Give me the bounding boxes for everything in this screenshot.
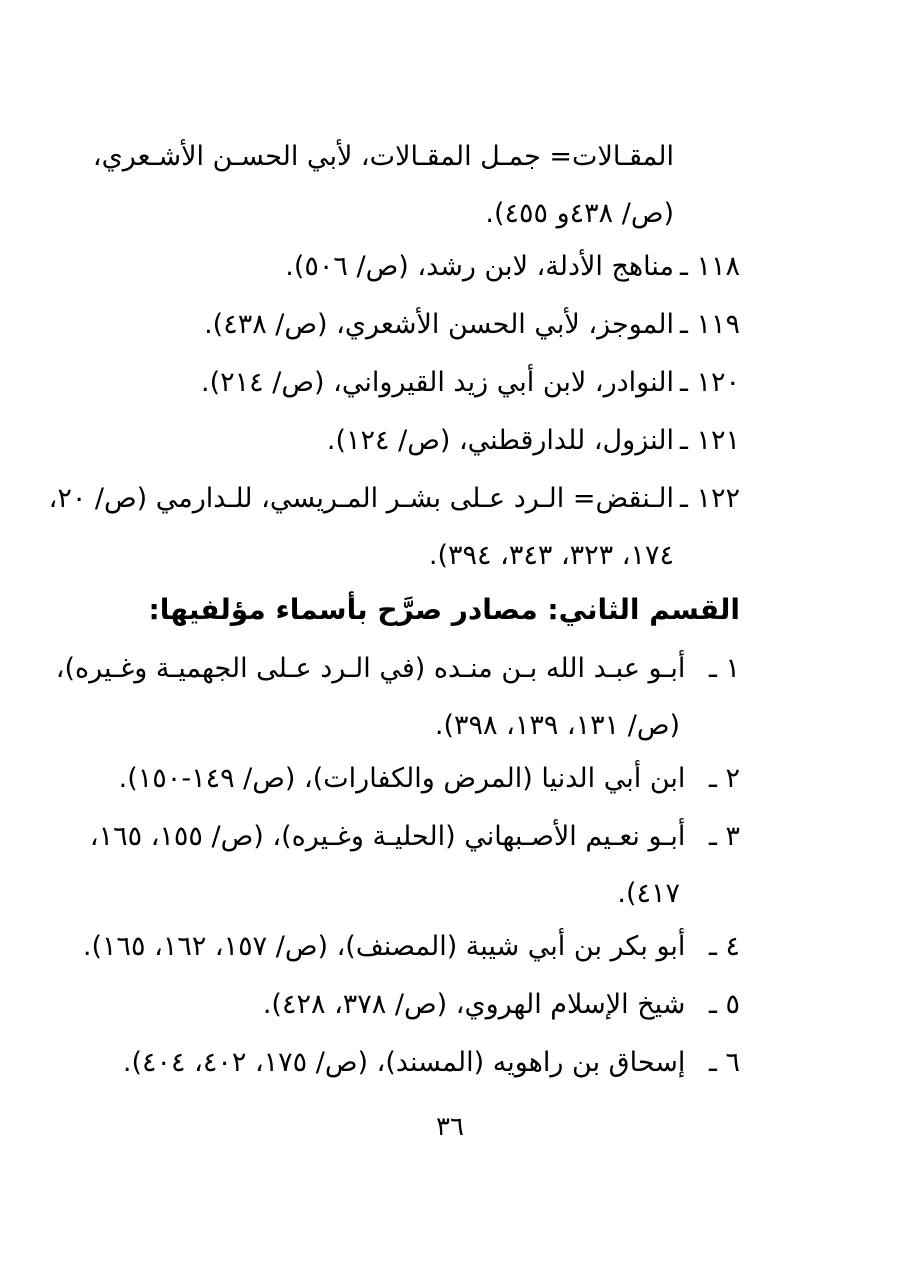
- list-item: [120, 976, 740, 1033]
- entry-number: ١٢٠ ـ: [679, 367, 740, 398]
- item-text: أبـو عبـد الله بـن منـده (في الـرد عـلى الجهميـة وغـيره)،: [55, 653, 686, 684]
- item-text: أبـو نعـيم الأصـبهاني (الحليـة وغـيره)، (ص/ ١٥٥، ١٦٥،: [89, 821, 686, 852]
- page-number: ٣٦: [436, 1112, 464, 1142]
- entry-number: ١١٨ ـ: [679, 251, 740, 282]
- item-text: ابن أبي الدنيا (المرض والكفارات)، (ص/ ١٤٩-١٥٠).: [118, 763, 686, 794]
- item-number: ٦ ـ: [708, 1047, 740, 1078]
- list-item: [120, 750, 740, 807]
- item-text: إسحاق بن راهويه (المسند)، (ص/ ١٧٥، ٤٠٢، ٤٠٤).: [122, 1047, 686, 1078]
- list-item: [55, 640, 740, 754]
- page-body: [48, 0, 740, 1271]
- item-text-continued: ٤١٧).: [617, 878, 680, 909]
- item-number: ٣ ـ: [708, 821, 740, 852]
- entry-text: الـنقض= الـرد عـلى بشـر المـريسي، للـدارمي (ص/ ٢٠،: [48, 483, 674, 514]
- entry-number: ١٢٢ ـ: [679, 483, 740, 514]
- entry-number: ١٢١ ـ: [679, 425, 740, 456]
- item-text-continued: (ص/ ١٣١، ١٣٩، ٣٩٨).: [434, 710, 680, 741]
- list-item: [82, 918, 740, 975]
- bibliography-entry: [120, 296, 740, 353]
- list-item: [89, 808, 740, 922]
- item-text: شيخ الإسلام الهروي، (ص/ ٣٧٨، ٤٢٨).: [262, 989, 686, 1020]
- item-number: ٤ ـ: [708, 931, 740, 962]
- bibliography-entry: [48, 470, 740, 584]
- entry-text: النوادر، لابن أبي زيد القيرواني، (ص/ ٢١٤).: [201, 367, 674, 398]
- bibliography-entry: [120, 354, 740, 411]
- entry-text: الموجز، لأبي الحسن الأشعري، (ص/ ٤٣٨).: [204, 309, 674, 340]
- bibliography-entry: [120, 412, 740, 469]
- item-number: ١ ـ: [708, 653, 740, 684]
- entry-number: ١١٩ ـ: [679, 309, 740, 340]
- item-number: ٢ ـ: [708, 763, 740, 794]
- entry-text-continued: (ص/ ٤٣٨و ٤٥٥).: [485, 198, 674, 229]
- item-number: ٥ ـ: [708, 989, 740, 1020]
- entry-text-continued: ١٧٤، ٣٢٣، ٣٤٣، ٣٩٤).: [428, 540, 674, 571]
- bibliography-entry: [92, 128, 740, 242]
- bibliography-entry: [120, 238, 740, 295]
- list-item: [120, 1034, 740, 1091]
- entry-text: النزول، للدارقطني، (ص/ ١٢٤).: [326, 425, 674, 456]
- entry-text: مناهج الأدلة، لابن رشد، (ص/ ٥٠٦).: [285, 251, 674, 282]
- entry-text: المقـالات= جمـل المقـالات، لأبي الحسـن الأشـعري،: [92, 141, 674, 172]
- item-text: أبو بكر بن أبي شيبة (المصنف)، (ص/ ١٥٧، ١٦٢، ١٦٥).: [82, 931, 686, 962]
- section-heading: القسم الثاني: مصادر صرَّح بأسماء مؤلفيها:: [148, 593, 740, 626]
